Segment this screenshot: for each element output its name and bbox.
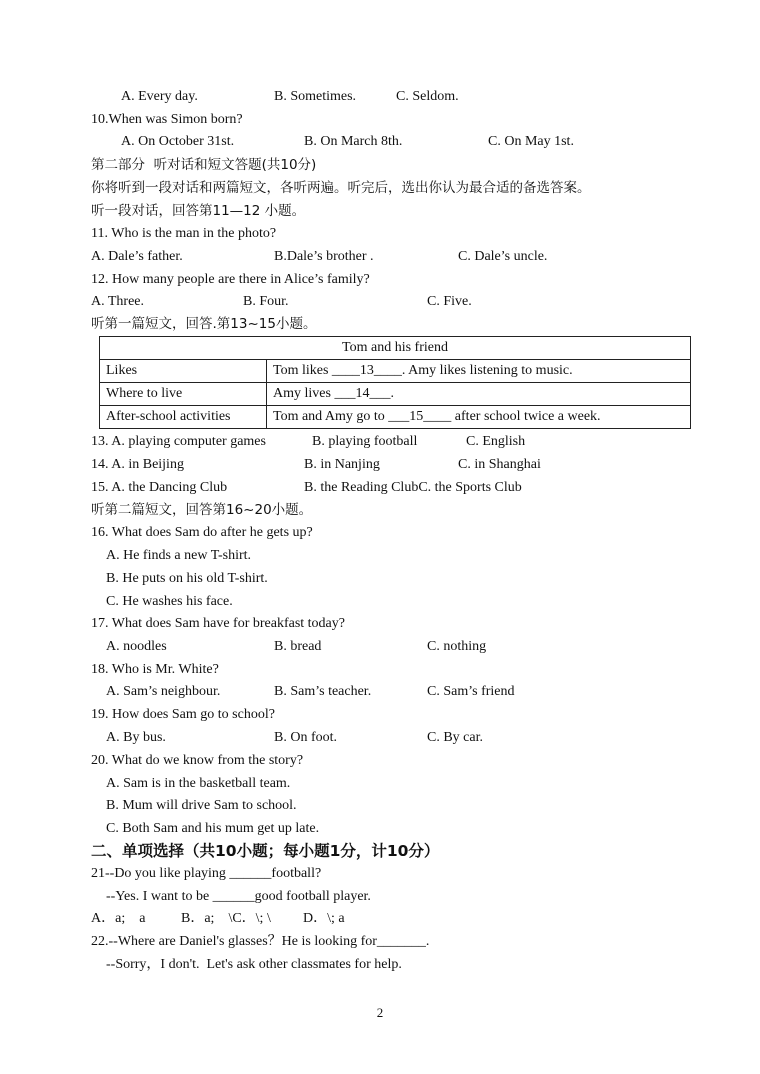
q17-option-a: A. noodles: [106, 639, 167, 654]
q9-option-b: B. Sometimes.: [274, 89, 357, 104]
row-content: Amy lives ___14___.: [267, 383, 691, 406]
q20-option-b: B. Mum will drive Sam to school.: [106, 798, 297, 813]
q17-option-c: C. nothing: [427, 639, 487, 654]
row-label: After-school activities: [100, 406, 267, 429]
q13-option-b: B. playing football: [312, 434, 418, 449]
question-10: 10.When was Simon born?: [91, 112, 243, 127]
q11-option-c: C. Dale’s uncle.: [458, 249, 548, 264]
table-row: [100, 360, 691, 383]
table-title: Tom and his friend: [100, 337, 691, 360]
q21-option-a: A．a; a: [91, 911, 146, 926]
q15-option-a: 15. A. the Dancing Club: [91, 480, 228, 495]
q18-option-b: B. Sam’s teacher.: [274, 684, 372, 699]
blank-15: ___15____: [388, 409, 452, 424]
q10-option-a: A. On October 31st.: [121, 134, 235, 149]
question-22-line2: --Sorry，I don't. Let's ask other classmates for help.: [106, 957, 402, 972]
section2-title: 二、单项选择（共10小题；每小题1分，计10分）: [91, 842, 440, 860]
question-22-line1: 22.--Where are Daniel's glasses？He is looking for_______.: [91, 934, 430, 949]
row-label: Likes: [100, 360, 267, 383]
page-number: 2: [376, 1005, 384, 1020]
question-18: 18. Who is Mr. White?: [91, 662, 219, 677]
q9-option-a: A. Every day.: [121, 89, 198, 104]
q21-option-d: D．\; a: [303, 911, 345, 926]
q14-option-c: C. in Shanghai: [458, 457, 541, 472]
q16-option-a: A. He finds a new T-shirt.: [106, 548, 252, 563]
q17-option-b: B. bread: [274, 639, 322, 654]
q18-option-c: C. Sam’s friend: [427, 684, 515, 699]
blank-14: ___14___: [334, 386, 391, 401]
q14-option-a: 14. A. in Beijing: [91, 457, 184, 472]
q10-option-b: B. On March 8th.: [304, 134, 403, 149]
row-label: Where to live: [100, 383, 267, 406]
q16-option-b: B. He puts on his old T-shirt.: [106, 571, 268, 586]
part2-title: 第二部分 听对话和短文答题(共10分): [91, 157, 317, 173]
passage1-instructions: 听第一篇短文，回答.第13~15小题。: [91, 316, 317, 332]
q20-option-a: A. Sam is in the basketball team.: [106, 776, 291, 791]
q19-option-a: A. By bus.: [106, 730, 166, 745]
q11-option-b: B.Dale’s brother .: [274, 249, 374, 264]
question-20: 20. What do we know from the story?: [91, 753, 304, 768]
q14-option-b: B. in Nanjing: [304, 457, 380, 472]
q12-option-c: C. Five.: [427, 294, 472, 309]
q16-option-c: C. He washes his face.: [106, 594, 233, 609]
info-table: [99, 336, 691, 429]
table-row: [100, 406, 691, 429]
question-19: 19. How does Sam go to school?: [91, 707, 275, 722]
q9-option-c: C. Seldom.: [396, 89, 459, 104]
question-12: 12. How many people are there in Alice’s family?: [91, 272, 370, 287]
q13-option-a: 13. A. playing computer games: [91, 434, 266, 449]
q18-option-a: A. Sam’s neighbour.: [106, 684, 221, 699]
blank-13: ____13____: [331, 363, 402, 378]
q19-option-c: C. By car.: [427, 730, 483, 745]
question-21-line2: --Yes. I want to be ______good football player.: [106, 889, 371, 904]
q10-option-c: C. On May 1st.: [488, 134, 574, 149]
table-row: [100, 383, 691, 406]
q11-option-a: A. Dale’s father.: [91, 249, 183, 264]
question-16: 16. What does Sam do after he gets up?: [91, 525, 313, 540]
q12-option-a: A. Three.: [91, 294, 144, 309]
passage2-instructions: 听第二篇短文，回答第16~20小题。: [91, 502, 313, 518]
dialog-instructions: 听一段对话，回答第11—12 小题。: [91, 203, 306, 219]
q20-option-c: C. Both Sam and his mum get up late.: [106, 821, 320, 836]
row-content: Tom and Amy go to ___15____ after school twice a week.: [267, 406, 691, 429]
q19-option-b: B. On foot.: [274, 730, 337, 745]
part2-instructions: 你将听到一段对话和两篇短文，各听两遍。听完后，选出你认为最合适的备选答案。: [91, 180, 591, 196]
question-21-line1: 21--Do you like playing ______football?: [91, 866, 322, 881]
q12-option-b: B. Four.: [243, 294, 289, 309]
q21-option-bc: B．a; \C．\; \: [181, 911, 271, 926]
question-11: 11. Who is the man in the photo?: [91, 226, 277, 241]
q15-option-bc: B. the Reading ClubC. the Sports Club: [304, 480, 522, 495]
q13-option-c: C. English: [466, 434, 526, 449]
question-17: 17. What does Sam have for breakfast today?: [91, 616, 345, 631]
row-content: Tom likes ____13____. Amy likes listening to music.: [267, 360, 691, 383]
